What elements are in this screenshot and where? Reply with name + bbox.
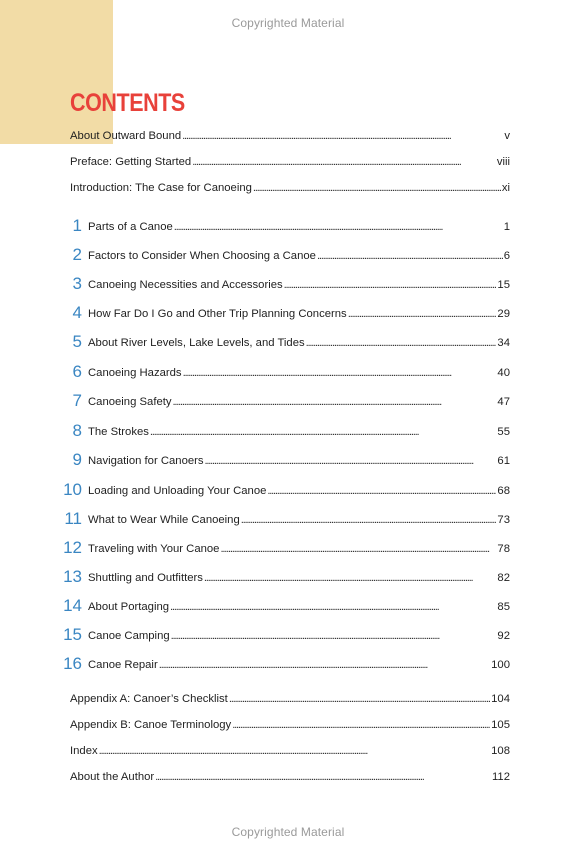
chapter-title: Shuttling and Outfitters bbox=[88, 572, 203, 584]
toc-entry-page: xi bbox=[501, 182, 510, 194]
chapter-number: 10 bbox=[63, 480, 82, 499]
toc-chapter-entry[interactable] bbox=[55, 510, 510, 526]
chapter-page: 61 bbox=[497, 455, 510, 467]
chapter-number: 7 bbox=[72, 391, 82, 410]
toc-chapter-entry[interactable] bbox=[55, 392, 510, 408]
toc-entry[interactable] bbox=[70, 769, 510, 785]
toc-entry-page: 105 bbox=[491, 719, 510, 731]
chapter-title: Canoe Camping bbox=[88, 630, 170, 642]
chapter-number: 14 bbox=[63, 596, 82, 615]
toc-entry-title: Index bbox=[70, 745, 98, 757]
chapter-number: 3 bbox=[72, 274, 82, 293]
chapter-number: 5 bbox=[72, 332, 82, 351]
chapter-title: Parts of a Canoe bbox=[88, 221, 173, 233]
chapter-number: 15 bbox=[63, 625, 82, 644]
toc-chapter-entry[interactable] bbox=[55, 333, 510, 349]
toc-entry[interactable] bbox=[70, 180, 510, 196]
chapter-page: 40 bbox=[497, 367, 510, 379]
chapter-title: Canoeing Necessities and Accessories bbox=[88, 279, 283, 291]
toc-entry-page: 104 bbox=[491, 693, 510, 705]
page-title: CONTENTS bbox=[70, 89, 185, 117]
toc-chapter-entry[interactable] bbox=[55, 217, 510, 233]
dot-leader bbox=[192, 154, 496, 170]
toc-entry-title: Appendix B: Canoe Terminology bbox=[70, 719, 232, 731]
toc-entry-title: Introduction: The Case for Canoeing bbox=[70, 182, 252, 194]
toc-entry[interactable] bbox=[70, 743, 510, 759]
dot-leader bbox=[99, 743, 491, 759]
toc-chapter-entry[interactable] bbox=[55, 539, 510, 555]
chapter-page: 34 bbox=[497, 337, 510, 349]
toc-entry-page: v bbox=[504, 130, 510, 142]
chapter-title: What to Wear While Canoeing bbox=[88, 514, 240, 526]
dot-leader bbox=[253, 180, 501, 196]
chapter-page: 100 bbox=[491, 659, 510, 671]
toc-entry-title: Preface: Getting Started bbox=[70, 156, 192, 168]
chapter-number: 11 bbox=[64, 509, 82, 528]
chapter-number: 16 bbox=[63, 654, 82, 673]
toc-chapter-entry[interactable] bbox=[55, 304, 510, 320]
chapter-title: Loading and Unloading Your Canoe bbox=[88, 485, 267, 497]
chapter-page: 15 bbox=[497, 279, 510, 291]
toc-entry-title: Appendix A: Canoer’s Checklist bbox=[70, 693, 228, 705]
dot-leader bbox=[205, 453, 497, 469]
chapter-number: 1 bbox=[72, 216, 82, 235]
chapter-title: The Strokes bbox=[88, 426, 149, 438]
dot-leader bbox=[241, 512, 497, 528]
toc-entry-page: 112 bbox=[491, 771, 510, 783]
toc-chapter-entry[interactable] bbox=[55, 655, 510, 671]
chapter-title: About Portaging bbox=[88, 601, 170, 613]
dot-leader bbox=[284, 277, 497, 293]
toc-entry[interactable] bbox=[70, 717, 510, 733]
chapter-title: Canoeing Safety bbox=[88, 396, 172, 408]
chapter-page: 92 bbox=[497, 630, 510, 642]
dot-leader bbox=[155, 769, 491, 785]
toc-chapter-entry[interactable] bbox=[55, 597, 510, 613]
dot-leader bbox=[159, 657, 490, 673]
toc-chapter-entry[interactable] bbox=[55, 626, 510, 642]
toc-chapter-entry[interactable] bbox=[55, 363, 510, 379]
chapter-title: Canoeing Hazards bbox=[88, 367, 182, 379]
chapter-page: 29 bbox=[497, 308, 510, 320]
dot-leader bbox=[232, 717, 490, 733]
chapter-page: 6 bbox=[503, 250, 510, 262]
dot-leader bbox=[204, 570, 497, 586]
chapter-page: 55 bbox=[497, 426, 510, 438]
chapter-number: 9 bbox=[72, 450, 82, 469]
chapter-title: Navigation for Canoers bbox=[88, 455, 204, 467]
toc-chapter-entry[interactable] bbox=[55, 422, 510, 438]
watermark-bottom: Copyrighted Material bbox=[231, 825, 345, 839]
chapter-number: 4 bbox=[72, 303, 82, 322]
dot-leader bbox=[173, 394, 497, 410]
chapter-page: 1 bbox=[503, 221, 510, 233]
chapter-number: 12 bbox=[63, 538, 82, 557]
chapter-title: About River Levels, Lake Levels, and Tides bbox=[88, 337, 305, 349]
dot-leader bbox=[174, 219, 503, 235]
chapter-page: 73 bbox=[497, 514, 510, 526]
chapter-page: 82 bbox=[497, 572, 510, 584]
toc-entry[interactable] bbox=[70, 691, 510, 707]
toc-entry-page: 108 bbox=[491, 745, 510, 757]
dot-leader bbox=[170, 599, 496, 615]
watermark-top: Copyrighted Material bbox=[231, 16, 345, 30]
chapter-page: 68 bbox=[497, 485, 510, 497]
dot-leader bbox=[348, 306, 497, 322]
chapter-title: How Far Do I Go and Other Trip Planning Concerns bbox=[88, 308, 347, 320]
toc-chapter-entry[interactable] bbox=[55, 451, 510, 467]
toc-entry[interactable] bbox=[70, 128, 510, 144]
dot-leader bbox=[150, 424, 497, 440]
toc-entry-title: About the Author bbox=[70, 771, 155, 783]
toc-entry-page: viii bbox=[496, 156, 510, 168]
toc-chapter-entry[interactable] bbox=[55, 568, 510, 584]
dot-leader bbox=[267, 483, 496, 499]
chapter-number: 13 bbox=[63, 567, 82, 586]
dot-leader bbox=[183, 365, 497, 381]
dot-leader bbox=[220, 541, 496, 557]
chapter-title: Canoe Repair bbox=[88, 659, 158, 671]
chapter-number: 6 bbox=[72, 362, 82, 381]
toc-entry[interactable] bbox=[70, 154, 510, 170]
chapter-number: 8 bbox=[72, 421, 82, 440]
toc-entry-title: About Outward Bound bbox=[70, 130, 182, 142]
chapter-page: 78 bbox=[497, 543, 510, 555]
dot-leader bbox=[182, 128, 503, 144]
chapter-page: 85 bbox=[497, 601, 510, 613]
dot-leader bbox=[171, 628, 497, 644]
chapter-page: 47 bbox=[497, 396, 510, 408]
chapter-title: Traveling with Your Canoe bbox=[88, 543, 220, 555]
toc-chapter-entry[interactable] bbox=[55, 481, 510, 497]
chapter-title: Factors to Consider When Choosing a Canoe bbox=[88, 250, 316, 262]
chapter-number: 2 bbox=[72, 245, 82, 264]
dot-leader bbox=[306, 335, 497, 351]
toc-chapter-entry[interactable] bbox=[55, 246, 510, 262]
dot-leader bbox=[317, 248, 503, 264]
toc-chapter-entry[interactable] bbox=[55, 275, 510, 291]
dot-leader bbox=[229, 691, 490, 707]
